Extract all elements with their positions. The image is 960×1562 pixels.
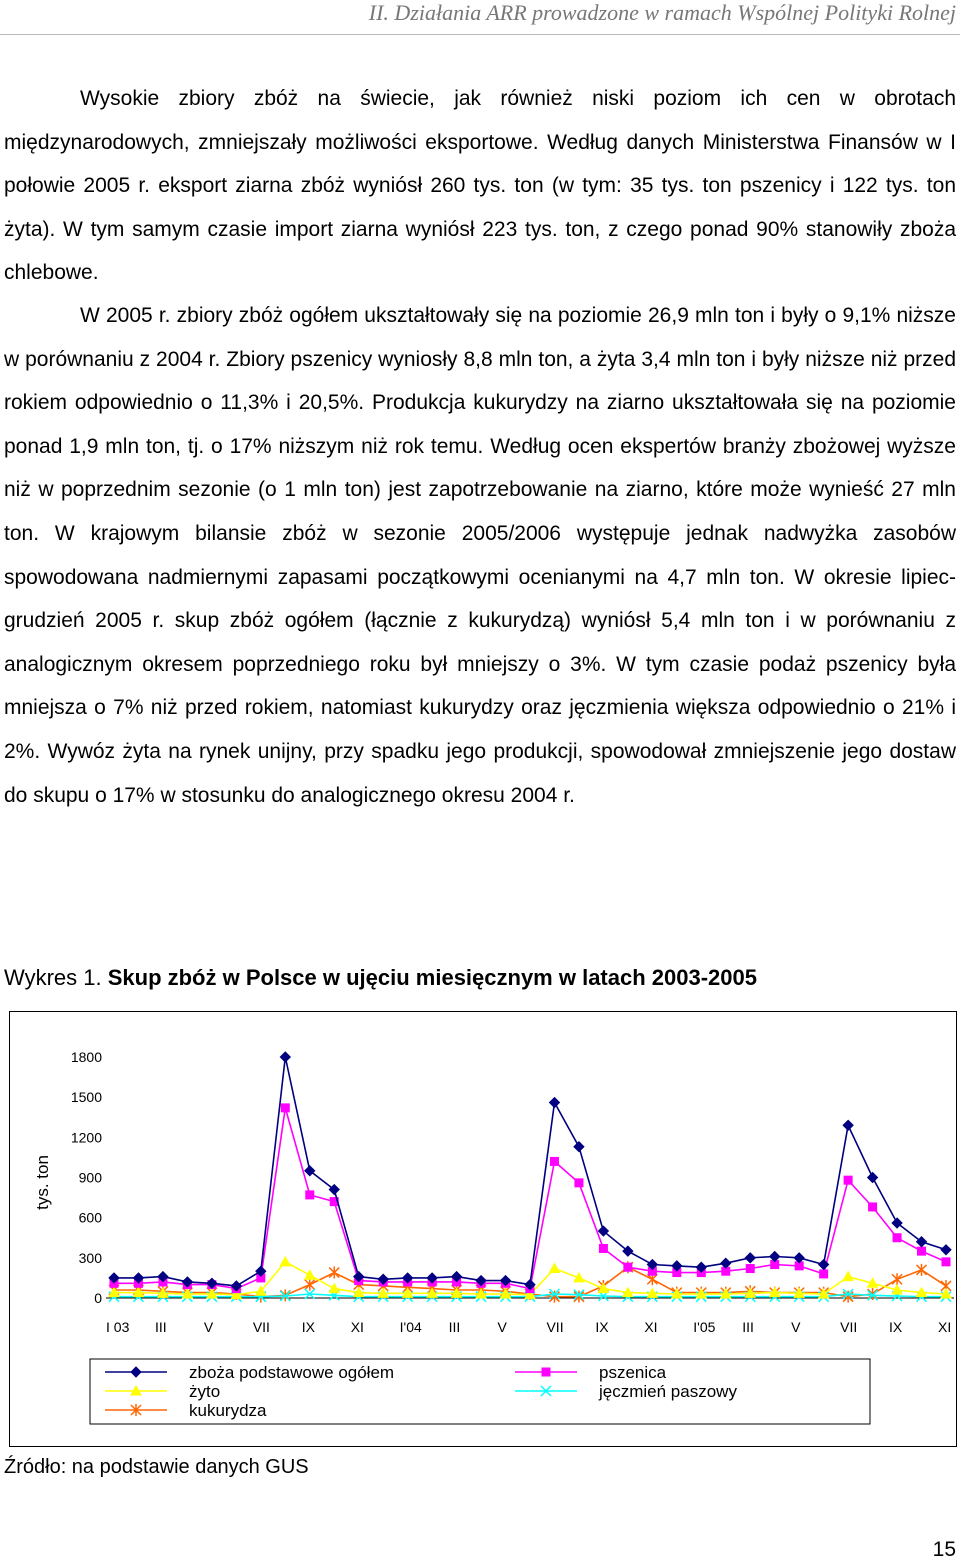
series-2-point — [843, 1272, 853, 1281]
x-tick-label: IX — [595, 1319, 609, 1335]
series-0-point — [941, 1245, 951, 1255]
series-2-point — [280, 1257, 290, 1266]
running-header: II. Działania ARR prowadzone w ramach Wspólnej Polityki Rolnej — [368, 0, 956, 25]
series-0-point — [770, 1251, 780, 1261]
legend-label: zboża podstawowe ogółem — [189, 1363, 395, 1382]
series-0-point — [843, 1120, 853, 1130]
series-0-point — [794, 1253, 804, 1263]
x-tick-label: V — [497, 1319, 507, 1335]
series-0-point — [574, 1142, 584, 1152]
series-4-point — [329, 1267, 339, 1279]
series-1-point — [893, 1234, 901, 1242]
series-1-point — [624, 1263, 632, 1271]
x-tick-label: V — [203, 1319, 214, 1335]
series-4-point — [305, 1279, 315, 1291]
x-tick-label: V — [791, 1319, 801, 1335]
paragraph-text: Wysokie zbiory zbóż na świecie, jak również niski poziom ich cen w obrotach międzynarodowych, zmniejszały możliwości eksportowe. Według danych Ministerstwa Finansów w I połowie 2005 r. eksport ziarna zbóż wyniósł 260 tys. ton (w tym: 35 tys. ton pszenicy i 122 tys. ton żyta). W tym samym czasie import ziarna wyniósł 223 tys. ton, z czego ponad 90% stanowiły zboża chlebowe. — [4, 87, 956, 285]
y-tick-label: 1800 — [70, 1049, 102, 1065]
header-rule — [0, 34, 960, 35]
series-1-point — [550, 1157, 558, 1165]
figure-caption — [4, 965, 757, 991]
series-1-point — [306, 1191, 314, 1199]
paragraph-text: W 2005 r. zbiory zbóż ogółem ukształtowały się na poziomie 26,9 mln ton i były o 9,1% niższe w porównaniu z 2004 r. Zbiory pszenicy wyniosły 8,8 mln ton, a żyta 3,4 mln ton i były niższe niż przed rokiem odpowiednio o 11,3% i 20,5%. Produkcja kukurydzy na ziarno ukształtowała się na poziomie ponad 1,9 mln ton, tj. o 17% niższym niż rok temu. Według ocen ekspertów branży zbożowej wyższe niż w poprzednim sezonie (o 1 mln ton) jest zapotrzebowanie na ziarno, które może wynieść 27 mln ton. W krajowym bilansie zbóż w sezonie 2005/2006 występuje jednak nadwyżka zasobów spowodowana nadmiernymi zapasami początkowymi ocenianymi na 4,7 mln ton. W okresie lipiec-grudzień 2005 r. skup zbóż ogółem (łącznie z kukurydzą) wyniósł 5,4 mln ton i w porównaniu z analogicznym okresem poprzedniego roku był mniejszy o 3%. W tym czasie podaż pszenicy była mniejsza o 7% niż przed rokiem, natomiast kukurydzy oraz jęczmienia większa odpowiednio o 21% i 2%. Wywóz żyta na rynek unijny, przy spadku jego produkcji, spowodował zmniejszenie jego dostaw do skupu o 17% w stosunku do analogicznego okresu 2004 r. — [4, 304, 956, 807]
y-tick-label: 300 — [78, 1249, 102, 1266]
body-paragraph-1 — [4, 77, 956, 295]
y-axis-label: tys. ton — [33, 1155, 52, 1210]
y-tick-label: 900 — [78, 1169, 102, 1186]
series-1-point — [942, 1258, 950, 1266]
y-tick-label: 0 — [94, 1290, 102, 1306]
series-0-point — [868, 1173, 878, 1183]
x-tick-label: XI — [350, 1319, 364, 1335]
x-tick-label: III — [448, 1319, 461, 1335]
series-0-line — [114, 1057, 946, 1286]
x-tick-label: III — [154, 1319, 167, 1335]
series-0-point — [745, 1253, 755, 1263]
x-tick-label: IX — [889, 1319, 903, 1335]
x-tick-label: IX — [301, 1319, 315, 1335]
series-1-point — [844, 1176, 852, 1184]
y-tick-label: 1200 — [70, 1129, 102, 1146]
x-tick-label: III — [742, 1319, 754, 1335]
series-0-point — [549, 1098, 559, 1108]
x-tick-label: I'04 — [399, 1319, 422, 1335]
series-0-point — [721, 1258, 731, 1268]
page-number: 15 — [932, 1538, 956, 1561]
series-2-point — [549, 1264, 559, 1273]
x-tick-label: I'05 — [693, 1319, 716, 1335]
series-1-point — [820, 1270, 828, 1278]
series-0-point — [280, 1052, 290, 1062]
x-tick-label: VII — [252, 1319, 270, 1335]
legend-label: kukurydza — [189, 1401, 267, 1420]
figure-label: Wykres 1. — [4, 965, 102, 990]
legend-label: jęczmień paszowy — [599, 1382, 737, 1401]
series-1-point — [746, 1265, 754, 1273]
series-1-point — [869, 1203, 877, 1211]
figure-title: Skup zbóż w Polsce w ujęciu miesięcznym w latach 2003-2005 — [107, 965, 757, 990]
series-1-point — [599, 1244, 607, 1252]
series-4-point — [917, 1264, 927, 1276]
series-1-point — [281, 1104, 289, 1112]
legend-swatch-marker — [542, 1368, 550, 1376]
series-1-point — [918, 1247, 926, 1255]
series-4-point — [892, 1273, 902, 1285]
x-tick-label: VII — [546, 1319, 564, 1335]
body-paragraph-2 — [4, 294, 956, 817]
line-chart — [10, 1012, 956, 1446]
series-1-point — [575, 1179, 583, 1187]
y-tick-label: 1500 — [70, 1089, 102, 1106]
source-note: Źródło: na podstawie danych GUS — [4, 1456, 309, 1478]
series-2-point — [305, 1270, 315, 1279]
chart-frame — [9, 1011, 957, 1447]
x-tick-label: VII — [840, 1319, 858, 1335]
series-2-point — [329, 1284, 339, 1293]
y-tick-label: 600 — [78, 1209, 102, 1226]
x-tick-label: XI — [644, 1319, 658, 1335]
legend-label: żyto — [189, 1382, 221, 1401]
x-tick-label: I 03 — [106, 1319, 130, 1335]
legend-label: pszenica — [599, 1363, 667, 1382]
x-tick-label: XI — [938, 1319, 952, 1335]
